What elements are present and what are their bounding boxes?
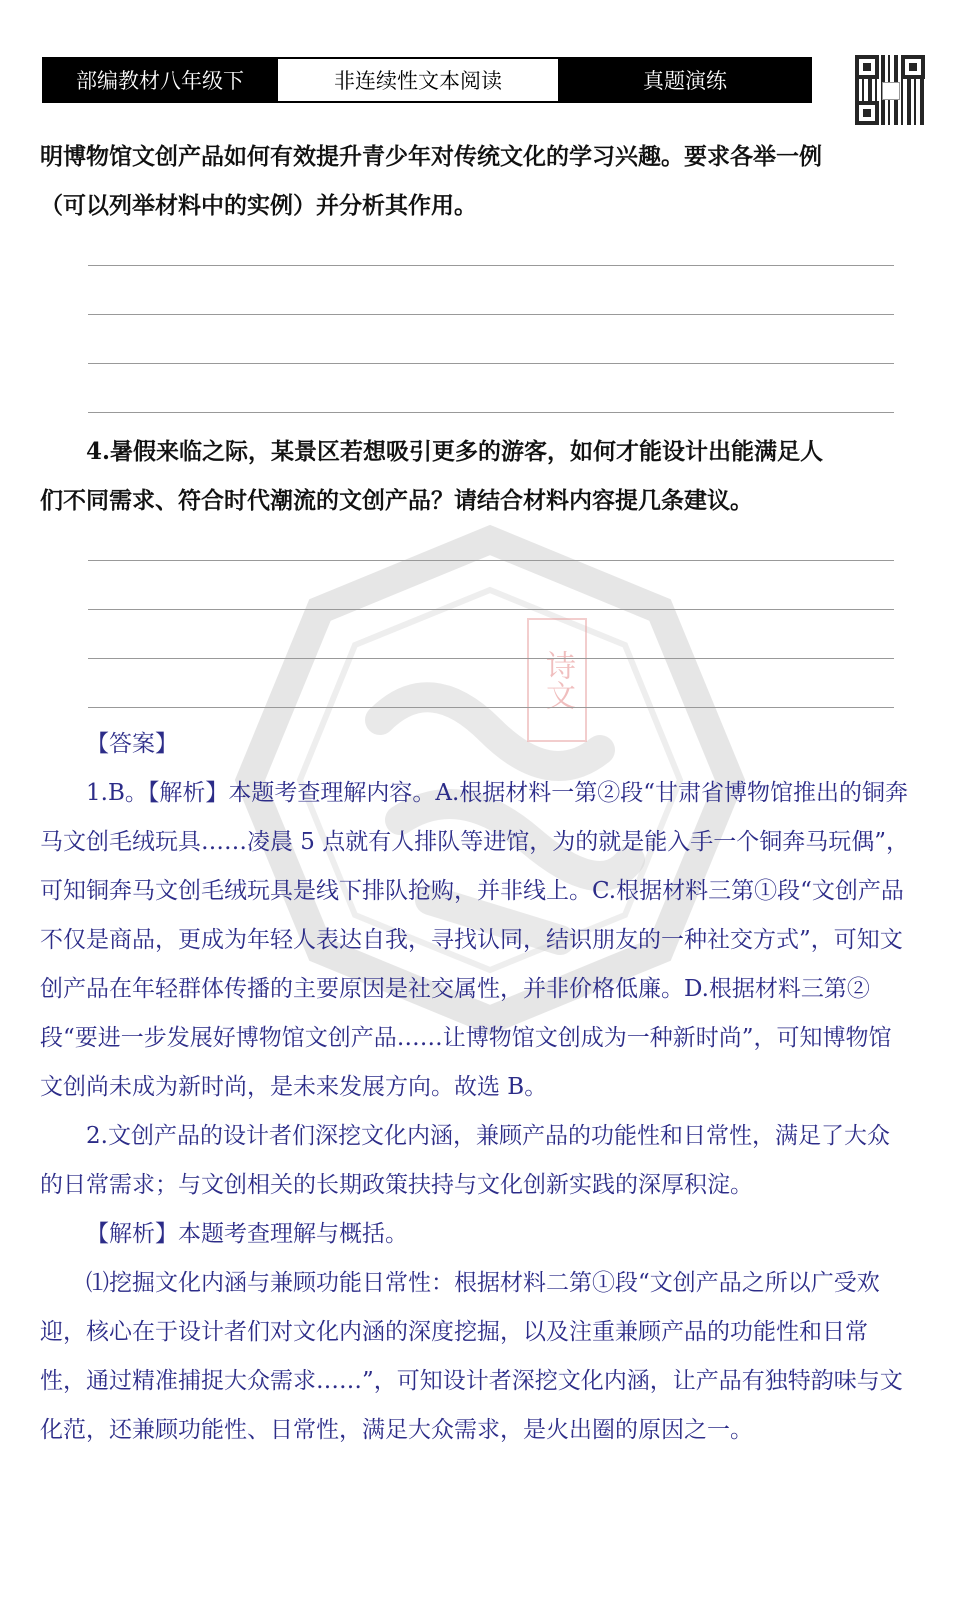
answer-line (88, 363, 894, 364)
watermark-seal: 诗文 (527, 618, 587, 742)
answer-heading: 【答案】 (86, 731, 178, 757)
question-4 (40, 427, 910, 525)
qr-code-icon (855, 55, 925, 125)
question-3-continued (40, 132, 910, 230)
answer-line (88, 609, 894, 610)
answer-line (88, 560, 894, 561)
question-4-line-2: 们不同需求、符合时代潮流的文创产品？请结合材料内容提几条建议。 (40, 487, 753, 514)
question-4-line-1: 4.暑假来临之际，某景区若想吸引更多的游客，如何才能设计出能满足人 (86, 438, 824, 465)
header-bar (42, 57, 812, 103)
answer-section (40, 720, 910, 1455)
answer-line (88, 707, 894, 708)
answer-2-point-1: ⑴挖掘文化内涵与兼顾功能日常性：根据材料二第①段“文创产品之所以广受欢迎，核心在于设计者们对文化内涵的深度挖掘，以及注重兼顾产品的功能性和日常性，通过精准捕捉大众需求……”，可知设计者深挖文化内涵，让产品有独特韵味与文化范，还兼顾功能性、日常性，满足大众需求，是火出圈的原因之一。 (40, 1270, 903, 1443)
answer-line (88, 265, 894, 266)
answer-2: 2.文创产品的设计者们深挖文化内涵，兼顾产品的功能性和日常性，满足了大众的日常需求；与文创相关的长期政策扶持与文化创新实践的深厚积淀。 (40, 1123, 890, 1198)
answer-line (88, 314, 894, 315)
header-section-label: 真题演练 (560, 59, 810, 101)
question-3-line-2: （可以列举材料中的实例）并分析其作用。 (40, 192, 477, 219)
answer-line (88, 412, 894, 413)
answer-line (88, 658, 894, 659)
answer-2-analysis: 【解析】本题考查理解与概括。 (86, 1221, 408, 1247)
answer-1: 1.B。【解析】本题考查理解内容。A.根据材料一第②段“甘肃省博物馆推出的铜奔马文创毛绒玩具……凌晨 5 点就有人排队等进馆，为的就是能入手一个铜奔马玩偶”，可知铜奔马文创毛绒玩具是线下排队抢购，并非线上。C.根据材料三第①段“文创产品不仅是商品，更成为年轻人表达自我，寻找认同，结识朋友的一种社交方式”，可知文创产品在年轻群体传播的主要原因是社交属性，并非价格低廉。D.根据材料三第②段“要进一步发展好博物馆文创产品……让博物馆文创成为一种新时尚”，可知博物馆文创尚未成为新时尚，是未来发展方向。故选 B。 (40, 780, 910, 1100)
question-3-line-1: 明博物馆文创产品如何有效提升青少年对传统文化的学习兴趣。要求各举一例 (40, 143, 822, 170)
header-topic-label: 非连续性文本阅读 (276, 59, 560, 101)
header-grade-label: 部编教材八年级下 (44, 59, 276, 101)
